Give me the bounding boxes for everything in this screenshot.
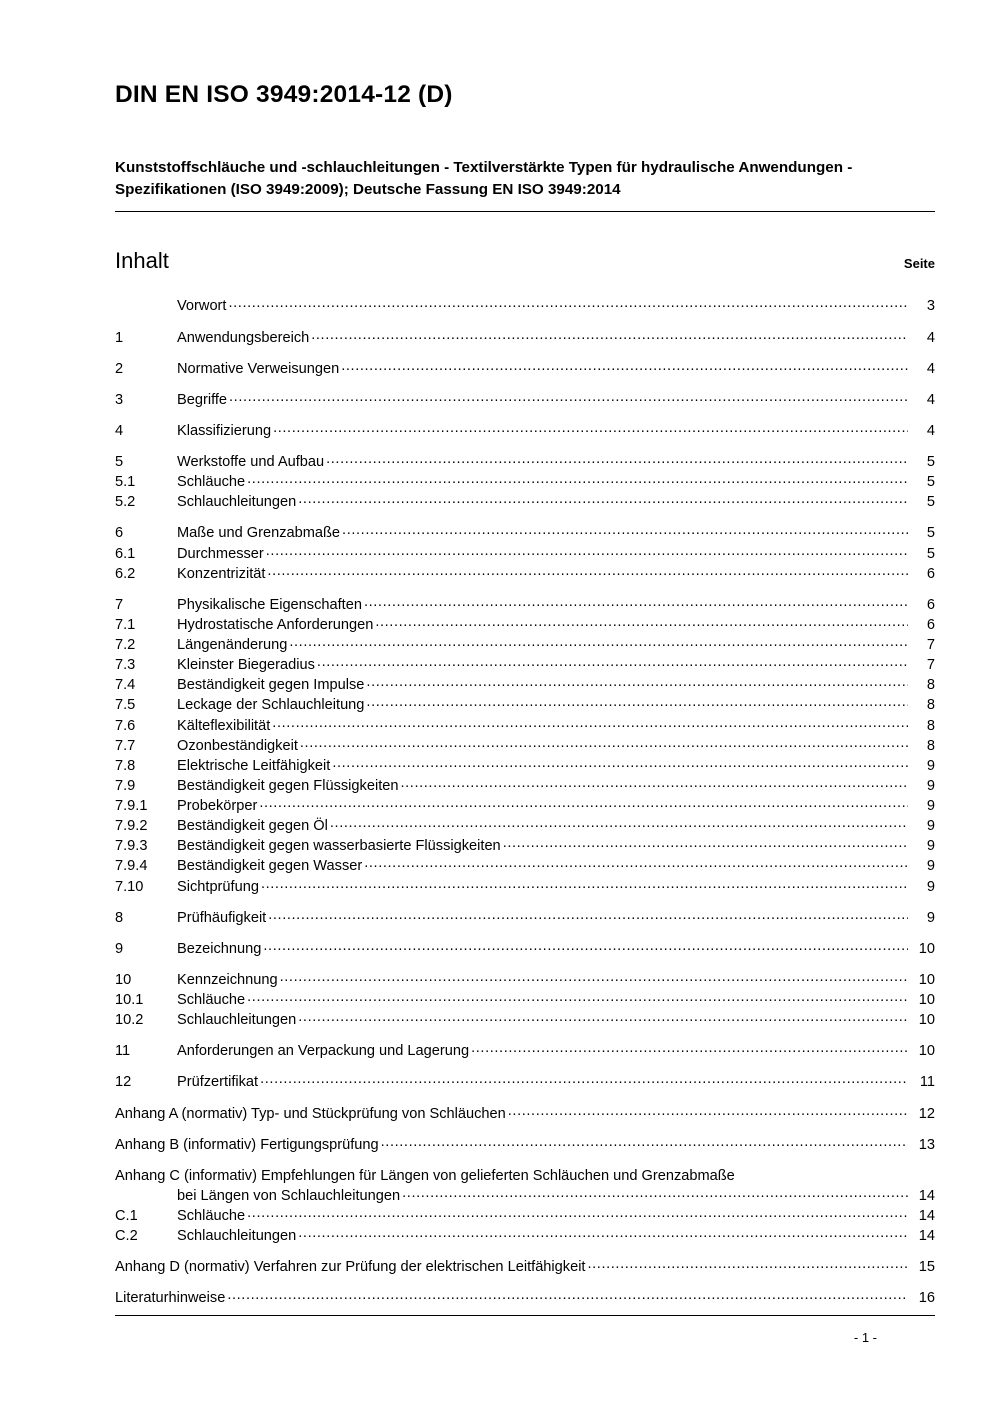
toc-leader-dots [267, 561, 908, 581]
toc-leader-dots [298, 1223, 908, 1243]
toc-entry-page: 9 [926, 757, 935, 774]
toc-entry-label: Anhang B (informativ) Fertigungsprüfung [115, 1136, 379, 1153]
toc-leader-dots [260, 1069, 908, 1089]
toc-entry-page: 5 [926, 545, 935, 562]
toc-entry-number: 9 [115, 940, 124, 957]
toc-entry-label: Kennzeichnung [177, 971, 278, 988]
toc-entry-page: 7 [926, 657, 935, 674]
toc-entry-label: Beständigkeit gegen wasserbasierte Flüssigkeiten [177, 838, 501, 855]
toc-leader-dots [332, 753, 908, 773]
toc-entry-number: 6 [115, 525, 124, 542]
toc-entry-number: 7.5 [115, 697, 136, 714]
toc-entry-number: 7.9.2 [115, 818, 148, 835]
toc-entry[interactable] [115, 359, 935, 379]
toc-leader-dots [247, 987, 908, 1007]
toc-leader-dots [229, 387, 908, 407]
toc-entry-page: 16 [918, 1290, 935, 1307]
toc-entry-number: 7.2 [115, 637, 136, 654]
toc-leader-dots [366, 672, 908, 692]
document-content [115, 80, 935, 1316]
toc-entry-page: 5 [926, 525, 935, 542]
toc-entry-label: bei Längen von Schlauchleitungen [177, 1187, 401, 1204]
toc-entry-page: 15 [918, 1259, 935, 1276]
toc-entry-number: 7.7 [115, 737, 136, 754]
toc-entry-label: Prüfzertifikat [177, 1074, 259, 1091]
toc-entry-page: 9 [926, 777, 935, 794]
toc-entry-number: 11 [115, 1043, 131, 1060]
toc-entry-page: 8 [926, 737, 935, 754]
toc-entry-label: Beständigkeit gegen Flüssigkeiten [177, 777, 399, 794]
toc-entry-page: 14 [918, 1228, 935, 1245]
toc-entry-page: 4 [926, 422, 935, 439]
toc-entry[interactable] [115, 1072, 935, 1092]
toc-entry-number: 6.2 [115, 565, 136, 582]
toc-entry-number: 6.1 [115, 545, 136, 562]
toc-entry-page: 9 [926, 818, 935, 835]
toc-entry-label: Normative Verweisungen [177, 360, 340, 377]
toc-entry-number: 7.9.1 [115, 798, 148, 815]
toc-entry[interactable] [115, 390, 935, 410]
toc-entry-page: 8 [926, 677, 935, 694]
toc-entry-label: Begriffe [177, 391, 228, 408]
toc-entry[interactable] [115, 877, 935, 897]
toc-entry-number: 10 [115, 971, 132, 988]
toc-entry-page: 14 [918, 1208, 935, 1225]
toc-leader-dots [263, 936, 908, 956]
toc-entry-page: 11 [919, 1074, 935, 1091]
toc-entry-page: 6 [926, 616, 935, 633]
toc-entry-number: 7 [115, 596, 124, 613]
toc-entry-label: Anhang A (normativ) Typ- und Stückprüfung von Schläuchen [115, 1105, 506, 1122]
toc-entry-label: Schläuche [177, 1208, 246, 1225]
page-title: DIN EN ISO 3949:2014-12 (D) [115, 81, 453, 108]
toc-entry-page: 12 [918, 1105, 935, 1122]
toc-entry-number: C.2 [115, 1228, 138, 1245]
toc-entry-label: Schlauchleitungen [177, 1012, 297, 1029]
toc-leader-dots [375, 612, 908, 632]
toc-entry-label: Hydrostatische Anforderungen [177, 616, 374, 633]
toc-entry-label: Probekörper [177, 798, 258, 815]
toc-leader-dots [268, 905, 908, 925]
toc-entry-page: 9 [926, 838, 935, 855]
toc-leader-dots [366, 692, 908, 712]
toc-leader-dots [588, 1254, 909, 1274]
toc-entry-page: 10 [918, 940, 935, 957]
toc-entry-page: 3 [926, 298, 935, 315]
toc-entry[interactable] [115, 564, 935, 584]
toc-entry[interactable] [115, 1010, 935, 1030]
toc-entry-label: Schläuche [177, 474, 246, 491]
toc-entry-number: 5.2 [115, 494, 136, 511]
toc-entry-annex-d[interactable] [115, 1257, 935, 1277]
toc-entry-number: 10.2 [115, 1012, 144, 1029]
document-subtitle: Kunststoffschläuche und -schlauchleitungen - Textilverstärkte Typen für hydraulische Anwendungen - Spezifikationen (ISO 3949:2009); Deutsche Fassung EN ISO 3949:2014 [115, 157, 935, 212]
toc-leader-dots [311, 325, 908, 345]
toc-leader-dots [381, 1132, 908, 1152]
toc-header [115, 248, 935, 274]
toc-leader-dots [341, 356, 908, 376]
toc-entry-page: 10 [918, 992, 935, 1009]
toc-entry-label: Schläuche [177, 992, 246, 1009]
toc-entry-number: 1 [115, 329, 124, 346]
toc-entry-page: 5 [926, 494, 935, 511]
toc-entry-number: 2 [115, 360, 124, 377]
toc-entry-page: 4 [926, 391, 935, 408]
toc-leader-dots [400, 773, 908, 793]
toc-leader-dots [273, 418, 908, 438]
toc-entry-label: Anhang D (normativ) Verfahren zur Prüfung der elektrischen Leitfähigkeit [115, 1259, 586, 1276]
toc-leader-dots [247, 469, 908, 489]
toc-entry-label: Sichtprüfung [177, 878, 259, 895]
toc-entry-page: 4 [926, 329, 935, 346]
toc-entry-label: Werkstoffe und Aufbau [177, 454, 325, 471]
page-footer-number: - 1 - [853, 1330, 877, 1345]
toc-entry-label: Prüfhäufigkeit [177, 909, 267, 926]
toc-entry-label: Schlauchleitungen [177, 1228, 297, 1245]
toc-entry-page: 5 [926, 454, 935, 471]
toc-leader-dots [503, 833, 908, 853]
toc-entry-page: 10 [918, 1043, 935, 1060]
toc-leader-dots [342, 520, 908, 540]
toc-entry-annex-b[interactable] [115, 1135, 935, 1155]
toc-entry-label: Bezeichnung [177, 940, 262, 957]
toc-entry-label: Anwendungsbereich [177, 329, 310, 346]
toc-entry-page: 9 [926, 909, 935, 926]
toc-leader-dots [364, 853, 908, 873]
toc-entry-number: 5 [115, 454, 124, 471]
toc-entry-number: 7.3 [115, 657, 136, 674]
toc-entry-label: Beständigkeit gegen Öl [177, 818, 328, 835]
toc-leader-dots [317, 652, 908, 672]
toc-leader-dots [272, 713, 908, 733]
toc-leader-dots [266, 541, 908, 561]
toc-leader-dots [247, 1203, 908, 1223]
toc-entry-label: Ozonbeständigkeit [177, 737, 298, 754]
toc-entry-label: Klassifizierung [177, 422, 272, 439]
toc-page-column-label: Seite [903, 256, 935, 272]
toc-leader-dots [298, 1007, 908, 1027]
toc-entry-page: 10 [918, 971, 935, 988]
toc-entry-annex-a[interactable] [115, 1104, 935, 1124]
toc-leader-dots [280, 967, 908, 987]
toc-leader-dots [228, 293, 908, 313]
toc-entry-number: 7.6 [115, 717, 136, 734]
toc-entry-number: 7.1 [115, 616, 136, 633]
toc-entry-page: 5 [926, 474, 935, 491]
toc-entry-page: 8 [926, 717, 935, 734]
toc-leader-dots [298, 489, 908, 509]
toc-entry-c-2[interactable] [115, 1226, 935, 1246]
toc-entry-label: Längenänderung [177, 637, 288, 654]
toc-entry-label: Physikalische Eigenschaften [177, 596, 362, 613]
toc-entry-label: Kälteflexibilität [177, 717, 271, 734]
toc-entry-page: 10 [918, 1012, 935, 1029]
toc-entry-number: 7.4 [115, 677, 136, 694]
toc-entry-label: Schlauchleitungen [177, 494, 297, 511]
toc-entry-number: 7.10 [115, 878, 144, 895]
toc-entry[interactable] [115, 939, 935, 959]
toc-entry-number: 7.9 [115, 777, 136, 794]
toc-entry-page: 9 [926, 798, 935, 815]
toc-leader-dots [330, 813, 908, 833]
toc-entry-references[interactable] [115, 1288, 935, 1308]
toc-entry[interactable] [115, 1041, 935, 1061]
toc-entry-label: Beständigkeit gegen Wasser [177, 858, 363, 875]
toc-leader-dots [300, 733, 908, 753]
toc-leader-dots [364, 592, 908, 612]
toc-entry-page: 9 [926, 878, 935, 895]
toc-entry-page: 13 [918, 1136, 935, 1153]
toc-leader-dots [508, 1101, 908, 1121]
toc-entry-page: 6 [926, 565, 935, 582]
table-of-contents [115, 296, 935, 1092]
toc-entry-page: 8 [926, 697, 935, 714]
toc-entry-page: 4 [926, 360, 935, 377]
toc-entry-number: 7.9.3 [115, 838, 148, 855]
toc-heading: Inhalt [115, 248, 169, 274]
toc-entry-label: Konzentrizität [177, 565, 266, 582]
toc-entry-label: Beständigkeit gegen Impulse [177, 677, 365, 694]
toc-entry-page: 14 [918, 1187, 935, 1204]
toc-entry-page: 6 [926, 596, 935, 613]
toc-entry-number: 7.9.4 [115, 858, 148, 875]
toc-entry-number: 4 [115, 422, 124, 439]
toc-leader-dots [402, 1183, 908, 1203]
toc-leader-dots [259, 793, 908, 813]
toc-entry-label: Elektrische Leitfähigkeit [177, 757, 331, 774]
toc-entry-label: Anhang C (informativ) Empfehlungen für Längen von gelieferten Schläuchen und Grenzabmaße [115, 1167, 735, 1184]
toc-leader-dots [261, 874, 908, 894]
toc-entry-page: 7 [926, 637, 935, 654]
toc-entry-number: 7.8 [115, 757, 136, 774]
toc-entry[interactable] [115, 492, 935, 512]
toc-entry-number: 10.1 [115, 992, 144, 1009]
toc-entry-number: C.1 [115, 1208, 138, 1225]
toc-entry[interactable] [115, 908, 935, 928]
bottom-divider [115, 1315, 935, 1316]
toc-entry-number: 5.1 [115, 474, 136, 491]
toc-entry[interactable] [115, 421, 935, 441]
toc-entry[interactable] [115, 296, 935, 316]
toc-entry-label: Kleinster Biegeradius [177, 657, 315, 674]
toc-entry-label: Anforderungen an Verpackung und Lagerung [177, 1043, 470, 1060]
toc-leader-dots [289, 632, 908, 652]
toc-entry-label: Maße und Grenzabmaße [177, 525, 341, 542]
toc-leader-dots [471, 1038, 908, 1058]
toc-entry-label: Durchmesser [177, 545, 264, 562]
toc-entry-page: 9 [926, 858, 935, 875]
toc-entry-label: Vorwort [177, 298, 227, 315]
toc-entry-number: 8 [115, 909, 124, 926]
toc-leader-dots [227, 1285, 908, 1305]
toc-entry-label: Leckage der Schlauchleitung [177, 697, 365, 714]
toc-entry-label: Literaturhinweise [115, 1290, 226, 1307]
toc-annexes [115, 1104, 935, 1309]
toc-leader-dots [326, 449, 908, 469]
toc-entry-number: 12 [115, 1074, 132, 1091]
toc-entry-number: 3 [115, 391, 124, 408]
toc-entry[interactable] [115, 328, 935, 348]
